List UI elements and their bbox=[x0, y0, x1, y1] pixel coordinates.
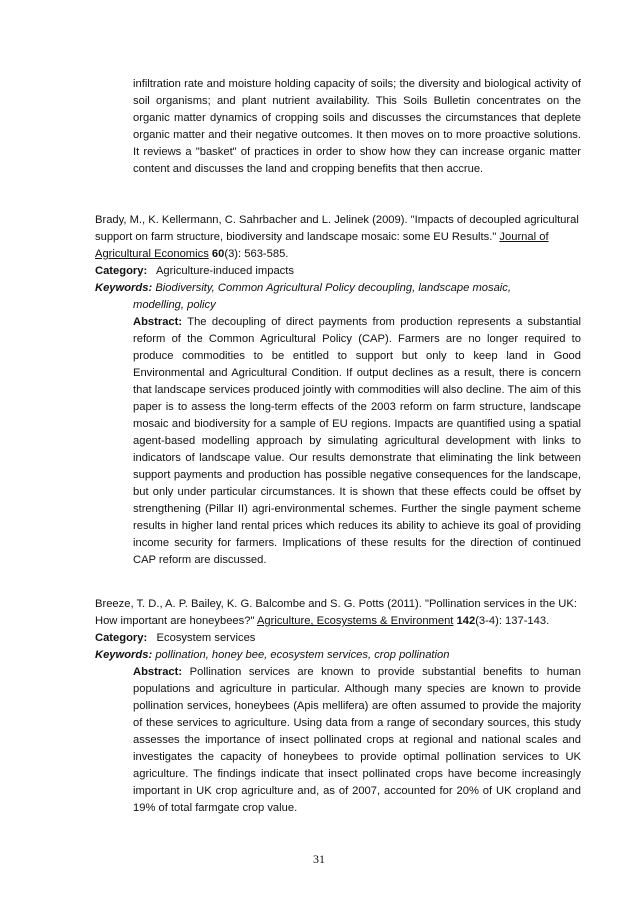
citation-authors-title: Breeze, T. D., A. P. Bailey, K. G. Balcombe and S. G. Potts (2011). "Pollination services in the UK: How important are honeybees?" bbox=[95, 598, 577, 627]
journal-link[interactable]: Agriculture, Ecosystems & Environment bbox=[256, 615, 454, 627]
keywords-value: pollination, honey bee, ecosystem services, crop pollination bbox=[155, 649, 450, 661]
keywords-value: Biodiversity, Common Agricultural Policy decoupling, landscape mosaic, bbox=[155, 282, 511, 294]
abstract-label: Abstract: bbox=[133, 316, 183, 328]
abstract-text: The decoupling of direct payments from production represents a substantial reform of the Common Agricultural Policy (CAP). Farmers are no longer required to produce commodities to be entitled to support but only to keep land in Good Environmental and Agricultural Condition. If output declines as a result, there is concern that landscape services produced jointly with commodities will also decline. The aim of this paper is to assess the long-term effects of the 2003 reform on farm structure, landscape mosaic and biodiversity for a sample of EU regions. Impacts are quantified using a spatial agent-based modelling approach by simulating agricultural development with links to indicators of landscape value. Our results demonstrate that eliminating the link between support payments and production has possible negative consequences for the landscape, but only under particular circumstances. It is shown that these effects could be offset by strengthening (Pillar II) agri-environmental schemes. Further the single payment scheme results in higher land rental prices which reduces its ability to achieve its goal of providing income security for farmers. Implications of these results for the direction of continued CAP reform are discussed. bbox=[133, 316, 582, 566]
abstract bbox=[133, 664, 581, 817]
bibliography-entry-breeze bbox=[95, 596, 581, 817]
abstract-label: Abstract: bbox=[133, 666, 183, 678]
category-line bbox=[95, 263, 581, 280]
intro-abstract-continuation: infiltration rate and moisture holding capacity of soils; the diversity and biological activity of soil organisms; and plant nutrient availability. This Soils Bulletin concentrates on the organic matter dynamics of cropping soils and discusses the circumstances that deplete organic matter and their negative outcomes. It then moves on to more proactive solutions. It reviews a "basket" of practices in order to show how they can increase organic matter content and discusses the land and cropping benefits that then accrue. bbox=[133, 78, 581, 175]
citation-authors-title: Brady, M., K. Kellermann, C. Sahrbacher and L. Jelinek (2009). "Impacts of decoupled agricultural support on farm structure, biodiversity and landscape mosaic: some EU Results." bbox=[95, 214, 579, 243]
category-label: Category: bbox=[95, 632, 148, 644]
keywords-label: Keywords: bbox=[95, 282, 153, 294]
citation bbox=[95, 596, 581, 630]
citation bbox=[95, 212, 581, 263]
keywords-continuation: modelling, policy bbox=[133, 299, 216, 311]
journal-link[interactable]: Journal of Agricultural Economics bbox=[95, 231, 549, 260]
category-line bbox=[95, 630, 581, 647]
journal-pages: (3): 563-585. bbox=[224, 248, 289, 260]
journal-pages: (3-4): 137-143. bbox=[475, 615, 550, 627]
category-label: Category: bbox=[95, 265, 148, 277]
category-value: Agriculture-induced impacts bbox=[155, 265, 294, 277]
keywords-line bbox=[95, 647, 581, 664]
journal-volume: 142 bbox=[456, 615, 476, 627]
page-number: 31 bbox=[313, 852, 325, 866]
abstract-text: Pollination services are known to provide substantial benefits to human populations and agriculture in particular. Although many species are known to provide pollination services, honeybees (Apis mellifera) are often assumed to provide the majority of these services to agriculture. Using data from a range of secondary sources, this study assesses the importance of insect pollinated crops at regional and national scales and investigates the capacity of honeybees to provide optimal pollination services to UK agriculture. The findings indicate that insect pollinated crops have become increasingly important in UK crop agriculture and, as of 2007, accounted for 20% of UK cropland and 19% of total farmgate crop value. bbox=[133, 666, 582, 814]
category-value: Ecosystem services bbox=[156, 632, 256, 644]
journal-volume: 60 bbox=[211, 248, 225, 260]
bibliography-entry-brady bbox=[95, 212, 581, 569]
keywords-line bbox=[95, 280, 581, 297]
keywords-label: Keywords: bbox=[95, 649, 153, 661]
abstract bbox=[133, 314, 581, 569]
